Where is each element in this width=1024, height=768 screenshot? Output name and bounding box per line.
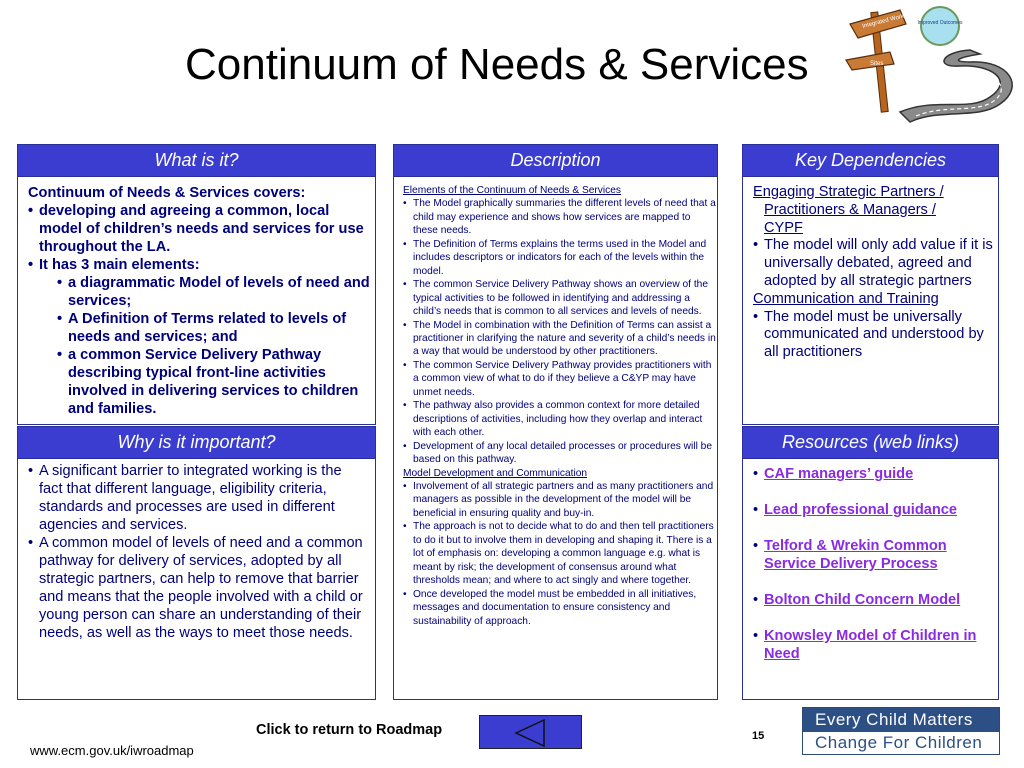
every-child-matters-logo — [802, 707, 1000, 755]
resources-header: Resources (web links) — [742, 426, 999, 459]
key-heading-engaging: Engaging Strategic Partners / Practitioners & Managers / CYPF — [753, 184, 944, 236]
what-is-it-panel — [17, 176, 376, 425]
logo-line-1: Every Child Matters — [803, 708, 999, 732]
what-item-1: • developing and agreeing a common, local model of children’s needs and services for use throughout the LA. — [28, 202, 373, 256]
desc-item: • The Model graphically summaries the different levels of need that a child may experience and shows how services are mapped to these needs. — [403, 197, 716, 237]
description-header: Description — [393, 144, 718, 177]
footer-url: www.ecm.gov.uk/iwroadmap — [30, 743, 194, 758]
desc-item: • The common Service Delivery Pathway provides practitioners with a common view of what to do if they believe a C&YP may have unmet needs. — [403, 359, 716, 399]
logo-line-2: Change For Children — [803, 732, 999, 754]
return-to-roadmap-label[interactable]: Click to return to Roadmap — [256, 722, 443, 738]
key-item-1: • The model will only add value if it is universally debated, agreed and adopted by all strategic partners — [753, 237, 998, 290]
sign-improved-outcomes: Improved Outcomes — [917, 20, 963, 26]
resource-item — [753, 627, 995, 663]
page-title: Continuum of Needs & Services — [185, 40, 809, 89]
sign-integrated-working: Integrated Working — [861, 11, 913, 30]
resource-item — [753, 537, 995, 573]
page-number: 15 — [752, 730, 765, 742]
return-to-roadmap-button[interactable] — [479, 715, 582, 749]
resource-link-caf-guide[interactable]: CAF managers’ guide — [764, 466, 914, 482]
what-sub-1: • a diagrammatic Model of levels of need and services; — [57, 274, 373, 310]
resource-item — [753, 591, 995, 609]
resource-item — [753, 501, 995, 519]
key-heading-communication: Communication and Training — [753, 290, 939, 307]
desc-item: • The common Service Delivery Pathway shows an overview of the typical activities to be followed in identifying and addressing a child’s needs that is common to all services and levels of needs. — [403, 278, 716, 318]
what-sub-3: • a common Service Delivery Pathway describing typical front-line activities involved in delivering services to children and families. — [57, 346, 373, 418]
why-item-1: • A significant barrier to integrated working is the fact that different language, eligibility criteria, standards and processes are used in different agencies and services. — [28, 462, 368, 534]
sign-sites: Sites — [870, 61, 884, 67]
what-intro: Continuum of Needs & Services covers: — [28, 185, 306, 201]
desc-heading-elements: Elements of the Continuum of Needs & Services — [403, 185, 622, 196]
what-sub-2: • A Definition of Terms related to levels of needs and services; and — [57, 310, 373, 346]
resource-link-knowsley[interactable]: Knowsley Model of Children in Need — [764, 628, 977, 662]
what-is-it-header: What is it? — [17, 144, 376, 177]
description-panel — [393, 176, 718, 700]
key-dependencies-header: Key Dependencies — [742, 144, 999, 177]
desc-item: • Development of any local detailed processes or procedures will be based on this pathway. — [403, 440, 716, 467]
desc-item: • Involvement of all strategic partners and as many practitioners and managers as possible in the development of the model will be beneficial in ensuring quality and buy-in. — [403, 480, 716, 520]
desc-item: • The approach is not to decide what to do and then tell practitioners to do it but to involve them in developing and shaping it. There is a lot of emphasis on: developing a common language e.g. what is meant by risk; the development of consensus around what thresholds mean; and where to act singly and where together. — [403, 520, 716, 587]
back-arrow-icon — [480, 716, 583, 750]
desc-heading-model-development: Model Development and Communication — [403, 467, 588, 479]
signpost-road-illustration — [840, 2, 1020, 124]
desc-item: • The Definition of Terms explains the terms used in the Model and includes descriptors or indicators for each of the levels within the model. — [403, 238, 716, 278]
resource-link-bolton[interactable]: Bolton Child Concern Model — [764, 592, 961, 608]
resource-item — [753, 465, 995, 483]
desc-item: • The pathway also provides a common context for more detailed descriptions of activities, including how they overlap and interact with each other. — [403, 399, 716, 439]
what-item-2: • It has 3 main elements: — [28, 256, 373, 274]
why-important-panel — [17, 458, 376, 700]
key-item-2: • The model must be universally communicated and understood by all practitioners — [753, 309, 998, 362]
resource-link-lead-professional[interactable]: Lead professional guidance — [764, 502, 958, 518]
key-dependencies-panel — [742, 176, 999, 425]
desc-item: • The Model in combination with the Definition of Terms can assist a practitioner in clarifying the nature and severity of a child’s needs in a way that would be understood by other practitioners. — [403, 319, 716, 359]
why-item-2: • A common model of levels of need and a common pathway for delivery of services, adopted by all strategic partners, can help to remove that barrier and means that the people involved with a child or young person can share an understanding of their needs, as well as the ways to meet those needs. — [28, 534, 368, 642]
desc-item: • Once developed the model must be embedded in all initiatives, messages and documentation to ensure consistency and sustainability of approach. — [403, 588, 716, 628]
resources-panel — [742, 458, 999, 700]
why-important-header: Why is it important? — [17, 426, 376, 459]
resource-link-telford-wrekin[interactable]: Telford & Wrekin Common Service Delivery Process — [764, 538, 947, 572]
